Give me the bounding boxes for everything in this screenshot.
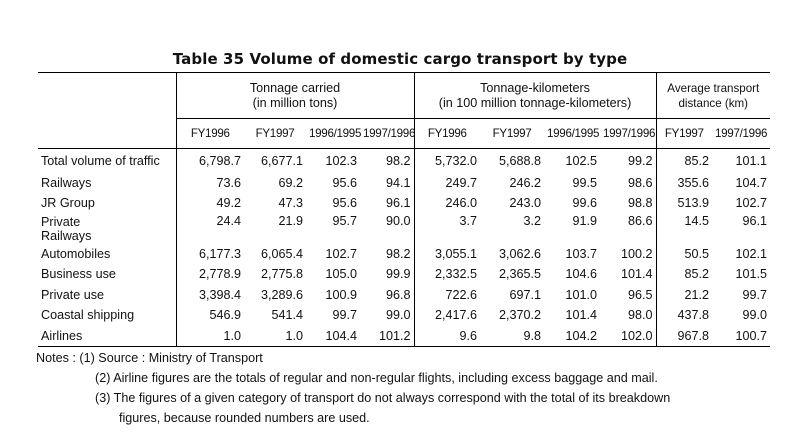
- table-cell: 100.2: [621, 246, 653, 261]
- table-row: [38, 214, 770, 244]
- table-cell: 101.4: [565, 308, 598, 323]
- column-header-row: [38, 119, 770, 149]
- table-cell: 355.6: [656, 173, 712, 194]
- table-cell: 47.3: [278, 196, 303, 211]
- row-label-text: Private use: [41, 287, 104, 302]
- column-header: FY1996: [414, 119, 480, 149]
- table-cell: 2,365.5: [498, 267, 542, 282]
- table-cell: 99.6: [572, 196, 598, 211]
- table-cell: 243.0: [509, 196, 542, 211]
- table-row: [38, 244, 770, 265]
- table-cell: 102.1: [735, 246, 768, 261]
- column-header: 1996/1995: [306, 119, 360, 149]
- note-3-continued: figures, because rounded numbers are used.: [119, 411, 370, 425]
- table-cell: 1.0: [176, 326, 244, 347]
- table-cell: 5,732.0: [414, 149, 480, 173]
- table-title: Table 35 Volume of domestic cargo transport by type: [172, 50, 628, 68]
- row-label: [38, 193, 176, 214]
- group-tonnage-title: Tonnage carried: [249, 80, 341, 95]
- table-cell: 513.9: [656, 193, 712, 214]
- table-cell: 96.1: [742, 213, 768, 228]
- column-header: 1996/1995: [544, 119, 600, 149]
- table-cell: 103.7: [565, 246, 598, 261]
- note-2: (2) Airline figures are the totals of regular and non-regular flights, including excess baggage and mail.: [95, 371, 658, 385]
- row-label-text: Coastal shipping: [41, 308, 135, 323]
- table-cell: 246.2: [509, 175, 542, 190]
- table-cell: 105.0: [325, 267, 357, 282]
- table-cell: 3.7: [414, 214, 480, 244]
- group-tonnage-km-unit: (in 100 million tonnage-kilometers): [438, 95, 632, 110]
- table-cell: 98.2: [386, 246, 411, 261]
- table-cell: 249.7: [414, 173, 480, 194]
- table-cell: 100.7: [712, 326, 770, 347]
- table-cell: 246.0: [414, 193, 480, 214]
- table-cell: 98.0: [628, 308, 653, 323]
- row-label-text: Airlines: [41, 328, 83, 343]
- table-cell: 91.9: [572, 213, 598, 228]
- table-cell: 102.0: [600, 326, 656, 347]
- table-cell: 3,055.1: [414, 244, 480, 265]
- column-header: FY1996: [176, 119, 244, 149]
- table-cell: 99.7: [742, 287, 768, 302]
- row-label-text: JR Group: [41, 196, 95, 211]
- table-cell: 95.7: [332, 213, 357, 228]
- table-cell: 6,177.3: [176, 244, 244, 265]
- table-cell: 722.6: [414, 285, 480, 306]
- table-cell: 100.9: [325, 287, 357, 302]
- group-tonnage-kilometers: [414, 73, 656, 119]
- table-cell: 101.2: [360, 326, 414, 347]
- table-cell: 101.1: [735, 153, 768, 168]
- note-3: (3) The figures of a given category of transport do not always correspond with the total of its breakdown: [95, 391, 671, 405]
- table-cell: 102.7: [325, 246, 357, 261]
- row-label-text: Railways: [41, 228, 92, 243]
- table-cell: 2,370.2: [498, 308, 542, 323]
- table-cell: 2,778.9: [176, 264, 244, 285]
- table-cell: 5,688.8: [498, 153, 542, 168]
- notes-prefix: Notes :: [36, 351, 80, 365]
- table-cell: 541.4: [271, 308, 303, 323]
- header-stub: [38, 73, 176, 119]
- row-label: [38, 264, 176, 285]
- table-row: [38, 193, 770, 214]
- table-cell: 69.2: [278, 175, 303, 190]
- table-cell: 96.8: [386, 287, 411, 302]
- table-cell: 95.6: [332, 175, 357, 190]
- row-label-text: Automobiles: [41, 246, 111, 261]
- table-cell: 99.2: [628, 153, 653, 168]
- table-cell: 437.8: [656, 305, 712, 326]
- table-cell: 99.0: [742, 308, 768, 323]
- table-cell: 104.4: [306, 326, 360, 347]
- table-row: [38, 285, 770, 306]
- table-cell: 98.8: [628, 196, 653, 211]
- table-cell: 101.5: [735, 267, 768, 282]
- column-header: 1997/1996: [360, 119, 414, 149]
- table-notes: [36, 348, 796, 428]
- column-header-stub: [38, 119, 176, 149]
- row-label: [38, 173, 176, 194]
- group-average-distance: [656, 73, 770, 119]
- table-cell: 49.2: [176, 193, 244, 214]
- note-1: [36, 348, 796, 368]
- table-cell: 6,798.7: [176, 149, 244, 173]
- table-row: [38, 149, 770, 173]
- column-header: 1997/1996: [712, 119, 770, 149]
- table-cell: 101.0: [565, 287, 598, 302]
- row-label-text: Business use: [41, 267, 116, 282]
- row-label: [38, 149, 176, 173]
- table-cell: 104.6: [565, 267, 598, 282]
- table-cell: 96.5: [628, 287, 653, 302]
- table-cell: 85.2: [656, 149, 712, 173]
- table-row: [38, 305, 770, 326]
- row-label: [38, 214, 176, 244]
- table-cell: 3,289.6: [260, 287, 303, 302]
- group-tonnage-km-title: Tonnage-kilometers: [480, 80, 590, 95]
- note-1-text: (1) Source : Ministry of Transport: [79, 351, 263, 365]
- table-cell: 3,062.6: [498, 246, 542, 261]
- table-cell: 3,398.4: [176, 285, 244, 306]
- group-avg-distance-title: Average transport: [667, 81, 760, 95]
- table-cell: 24.4: [176, 214, 244, 244]
- row-label-text: Railways: [41, 175, 92, 190]
- table-cell: 104.7: [735, 175, 768, 190]
- table-cell: 21.9: [278, 213, 303, 228]
- table-cell: 96.1: [386, 196, 411, 211]
- table-cell: 2,775.8: [260, 267, 303, 282]
- table-cell: 9.6: [414, 326, 480, 347]
- group-tonnage-unit: (in million tons): [252, 95, 338, 110]
- table-cell: 90.0: [386, 213, 411, 228]
- table-cell: 2,417.6: [414, 305, 480, 326]
- group-header-row: [38, 73, 770, 119]
- table-cell: 95.6: [332, 196, 357, 211]
- group-tonnage-carried: [176, 73, 414, 119]
- cargo-transport-table: [38, 72, 770, 347]
- table-cell: 9.8: [480, 326, 544, 347]
- table-cell: 104.2: [544, 326, 600, 347]
- column-header: FY1997: [480, 119, 544, 149]
- table-cell: 85.2: [656, 264, 712, 285]
- table-row: [38, 326, 770, 347]
- table-cell: 73.6: [176, 173, 244, 194]
- table-cell: 101.4: [621, 267, 653, 282]
- table-cell: 50.5: [656, 244, 712, 265]
- row-label: [38, 326, 176, 347]
- table-cell: 99.7: [332, 308, 357, 323]
- table-cell: 94.1: [386, 175, 411, 190]
- table-cell: 6,065.4: [260, 246, 303, 261]
- table-cell: 99.5: [572, 175, 598, 190]
- table-cell: 102.7: [735, 196, 768, 211]
- column-header: FY1997: [244, 119, 306, 149]
- table-cell: 967.8: [656, 326, 712, 347]
- table-cell: 546.9: [176, 305, 244, 326]
- group-avg-distance-unit: distance (km): [678, 96, 749, 110]
- table-cell: 6,677.1: [260, 153, 303, 168]
- column-header: FY1997: [656, 119, 712, 149]
- table-cell: 99.9: [386, 267, 411, 282]
- table-cell: 21.2: [656, 285, 712, 306]
- table-cell: 98.2: [386, 153, 411, 168]
- column-header: 1997/1996: [600, 119, 656, 149]
- table-cell: 99.0: [386, 308, 411, 323]
- row-label-text: Total volume of traffic: [41, 153, 160, 168]
- table-row: [38, 173, 770, 194]
- table-cell: 86.6: [628, 213, 653, 228]
- table-cell: 102.5: [565, 153, 598, 168]
- row-label: [38, 244, 176, 265]
- table-cell: 697.1: [509, 287, 542, 302]
- table-row: [38, 264, 770, 285]
- row-label: [38, 305, 176, 326]
- row-label: [38, 285, 176, 306]
- row-label-text: Private: [41, 214, 81, 229]
- table-cell: 2,332.5: [414, 264, 480, 285]
- table-cell: 102.3: [325, 153, 357, 168]
- table-cell: 1.0: [244, 326, 306, 347]
- table-cell: 98.6: [628, 175, 653, 190]
- table-cell: 3.2: [523, 213, 542, 228]
- table-cell: 14.5: [656, 214, 712, 244]
